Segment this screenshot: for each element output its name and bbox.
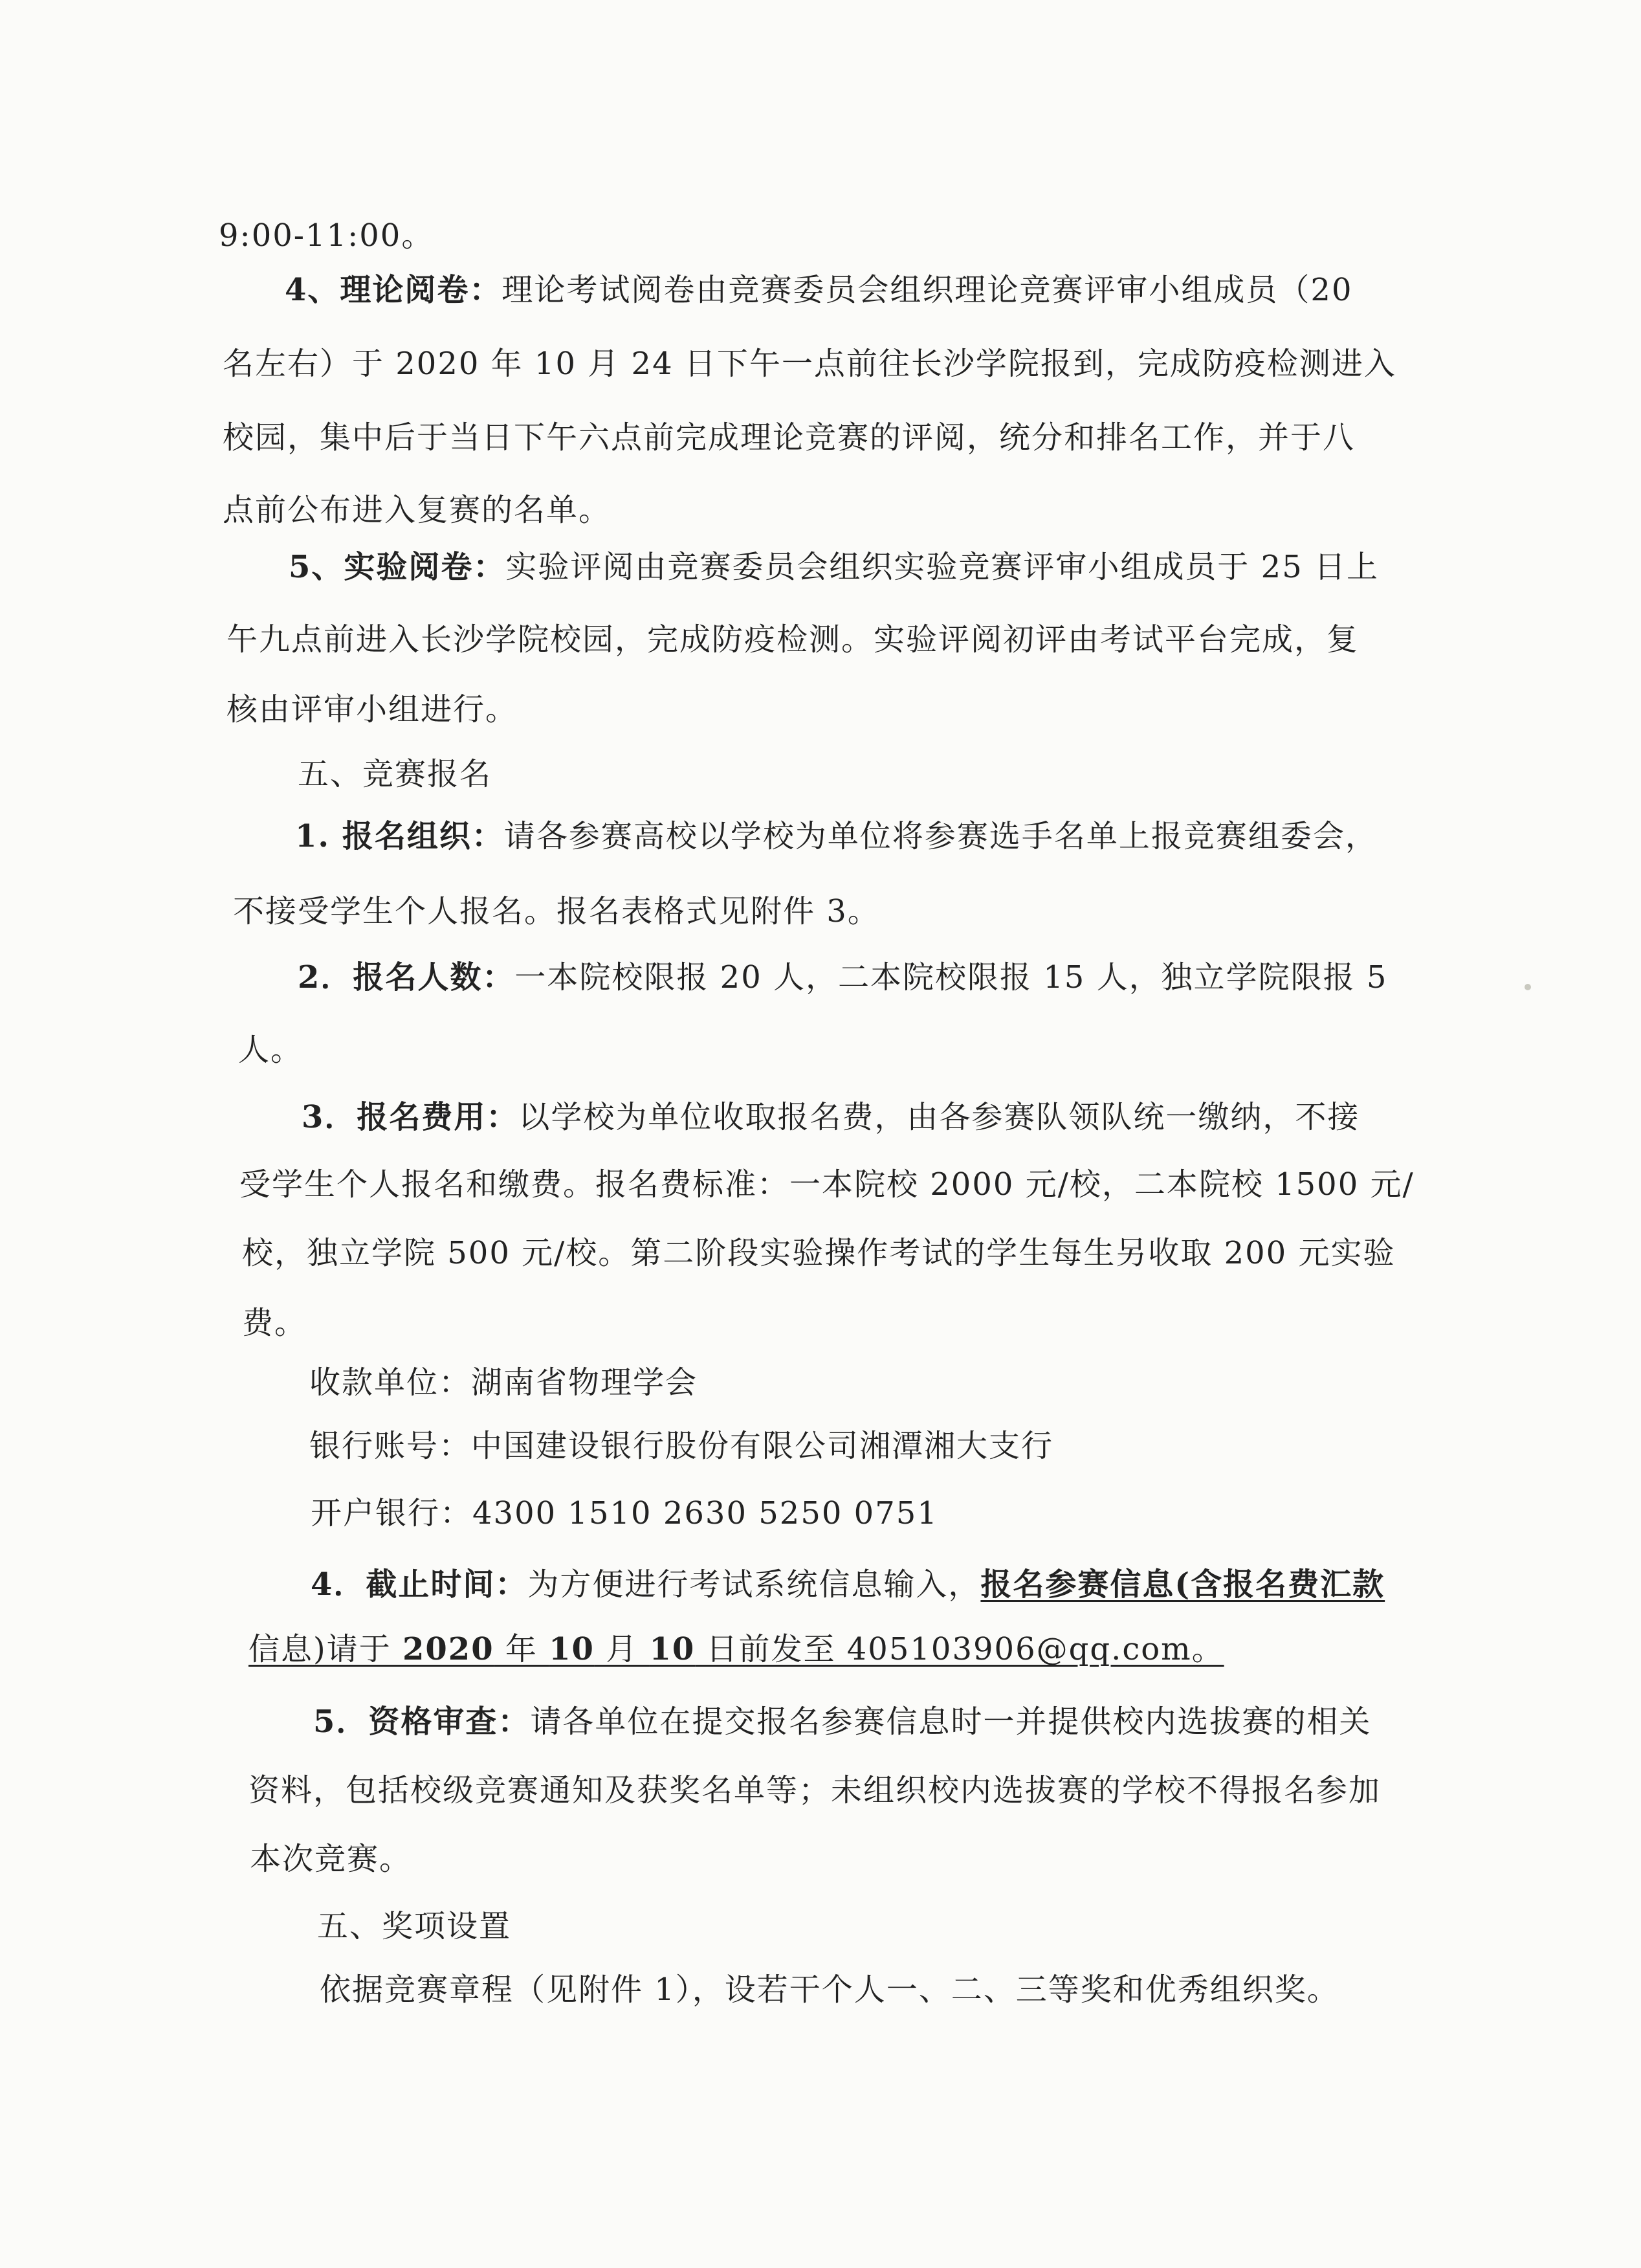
section-heading: 3．报名费用： bbox=[302, 1099, 519, 1135]
section-heading: 5、实验阅卷： bbox=[289, 549, 506, 585]
text-line bbox=[302, 1098, 1360, 1137]
section-heading: 5．资格审查： bbox=[313, 1704, 531, 1740]
paragraph-text: 一本院校限报 20 人，二本院校限报 15 人，独立学院限报 5 bbox=[514, 959, 1388, 995]
text-line: 核由评审小组进行。 bbox=[226, 691, 518, 728]
underlined-text: 月 bbox=[594, 1631, 650, 1667]
text-line bbox=[313, 1702, 1371, 1741]
text-line: 银行账号：中国建设银行股份有限公司湘潭湘大支行 bbox=[309, 1428, 1054, 1464]
paragraph-text: 实验评阅由竞赛委员会组织实验竞赛评审小组成员于 25 日上 bbox=[505, 549, 1380, 585]
text-line: 受学生个人报名和缴费。报名费标准：一本院校 2000 元/校，二本院校 1500 元/ bbox=[239, 1166, 1415, 1203]
paragraph-text: 理论考试阅卷由竞赛委员会组织理论竞赛评审小组成员（20 bbox=[501, 272, 1353, 308]
text-line: 依据竞赛章程（见附件 1），设若干个人一、二、三等奖和优秀组织奖。 bbox=[320, 1972, 1339, 2008]
section-heading: 2．报名人数： bbox=[298, 959, 515, 995]
section-heading: 4．截止时间： bbox=[311, 1566, 528, 1603]
text-line: 名左右）于 2020 年 10 月 24 日下午一点前往长沙学院报到，完成防疫检测进入 bbox=[223, 346, 1396, 382]
paragraph-text: 请各单位在提交报名参赛信息时一并提供校内选拔赛的相关 bbox=[530, 1704, 1372, 1740]
paragraph-text: 为方便进行考试系统信息输入， bbox=[527, 1566, 981, 1603]
scan-speck bbox=[1525, 984, 1531, 990]
deadline-month: 10 bbox=[549, 1631, 595, 1667]
section-heading: 4、理论阅卷： bbox=[285, 272, 502, 308]
text-line: 本次竞赛。 bbox=[250, 1841, 412, 1877]
text-line: 开户银行：4300 1510 2630 5250 0751 bbox=[311, 1495, 938, 1531]
text-line: 9:00-11:00。 bbox=[219, 217, 434, 254]
deadline-day: 10 bbox=[649, 1631, 696, 1667]
underlined-text: 年 bbox=[494, 1631, 549, 1667]
text-line bbox=[298, 958, 1387, 997]
text-line: 资料，包括校级竞赛通知及获奖名单等；未组织校内选拔赛的学校不得报名参加 bbox=[248, 1772, 1382, 1808]
deadline-year: 2020 bbox=[402, 1631, 494, 1667]
text-line: 收款单位：湖南省物理学会 bbox=[309, 1364, 698, 1401]
underlined-text: 报名参赛信息(含报名费汇款 bbox=[980, 1566, 1385, 1603]
text-line bbox=[289, 548, 1379, 586]
text-line: 校，独立学院 500 元/校。第二阶段实验操作考试的学生每生另收取 200 元实验 bbox=[242, 1235, 1396, 1271]
text-line bbox=[295, 817, 1378, 856]
text-line: 不接受学生个人报名。报名表格式见附件 3。 bbox=[233, 893, 880, 929]
section-title: 五、竞赛报名 bbox=[298, 756, 492, 792]
underlined-text: 信息)请于 bbox=[248, 1631, 402, 1667]
email-text: 日前发至 405103906@qq.com。 bbox=[695, 1631, 1224, 1667]
section-heading: 1. 报名组织： bbox=[295, 818, 504, 854]
text-line bbox=[311, 1565, 1385, 1604]
text-line: 费。 bbox=[242, 1305, 307, 1341]
text-line: 校园，集中后于当日下午六点前完成理论竞赛的评阅，统分和排名工作，并于八 bbox=[223, 419, 1356, 456]
text-line: 午九点前进入长沙学院校园，完成防疫检测。实验评阅初评由考试平台完成，复 bbox=[226, 621, 1360, 658]
paragraph-text: 以学校为单位收取报名费，由各参赛队领队统一缴纳，不接 bbox=[518, 1099, 1360, 1135]
paragraph-text: 请各参赛高校以学校为单位将参赛选手名单上报竞赛组委会， bbox=[503, 818, 1378, 854]
section-title: 五、奖项设置 bbox=[317, 1908, 512, 1944]
text-line bbox=[285, 271, 1353, 309]
text-line: 点前公布进入复赛的名单。 bbox=[223, 492, 611, 528]
text-line: 人。 bbox=[238, 1032, 303, 1068]
text-line bbox=[248, 1630, 1224, 1669]
